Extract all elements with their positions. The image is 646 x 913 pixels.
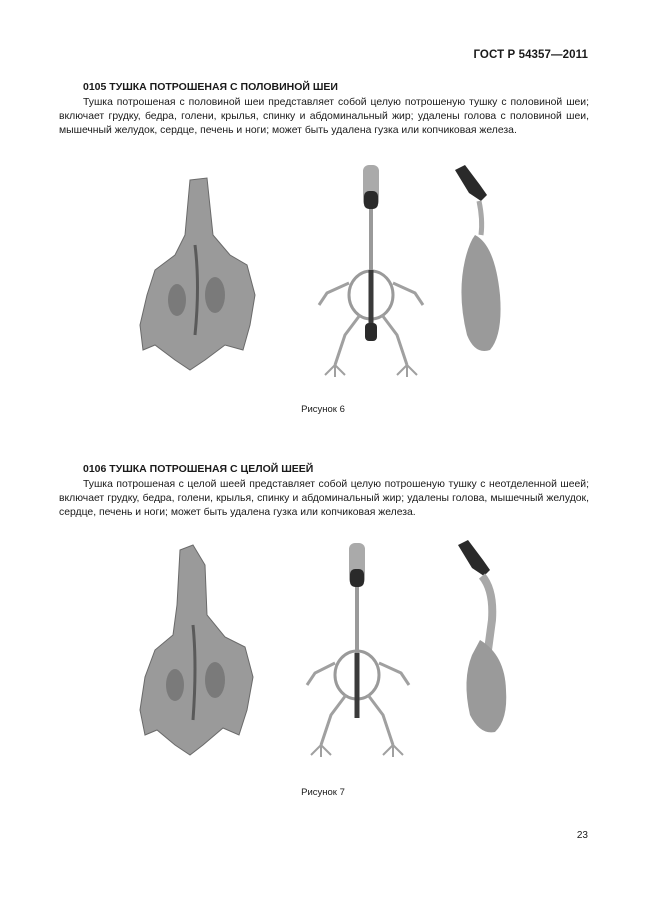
figure-7: [0, 535, 646, 775]
figure-6: [0, 160, 646, 390]
side-view-illustration: [450, 540, 530, 740]
side-view-illustration: [445, 165, 525, 365]
section-0105: [59, 80, 589, 138]
standard-code: ГОСТ Р 54357—2011: [473, 49, 588, 61]
section-heading: 0106 ТУШКА ПОТРОШЕНАЯ С ЦЕЛОЙ ШЕЕЙ: [83, 463, 314, 475]
section-text: Тушка потрошеная с половиной шеи представляет собой целую потрошеную тушку с половиной шеи; включает грудку, бедра, голени, крылья, спинку и абдоминальный жир; удалены голова с половиной шеи, мышечный желудок, сердце, печень и ноги; может быть удалена гузка или копчиковая железа.: [59, 97, 589, 136]
carcass-illustration: [135, 545, 265, 760]
page-number: 23: [576, 830, 588, 841]
section-heading: 0105 ТУШКА ПОТРОШЕНАЯ С ПОЛОВИНОЙ ШЕИ: [83, 81, 338, 93]
removed-part-marker: [364, 191, 378, 209]
skeleton-illustration: [315, 165, 435, 385]
section-0106: [59, 462, 589, 520]
figure-6-caption: Рисунок 6: [301, 404, 345, 415]
carcass-illustration: [135, 175, 265, 375]
section-text: Тушка потрошеная с целой шеей представляет собой целую потрошеную тушку с неотделенной шеей; включает грудку, бедра, голени, крылья, спинку и абдоминальный жир; удалены голова, мышечный желудок, сердце, печень и ноги; может быть удалена гузка или копчиковая железа.: [59, 479, 589, 518]
skeleton-illustration: [305, 543, 425, 768]
removed-part-marker: [350, 569, 364, 587]
figure-7-caption: Рисунок 7: [301, 787, 345, 798]
